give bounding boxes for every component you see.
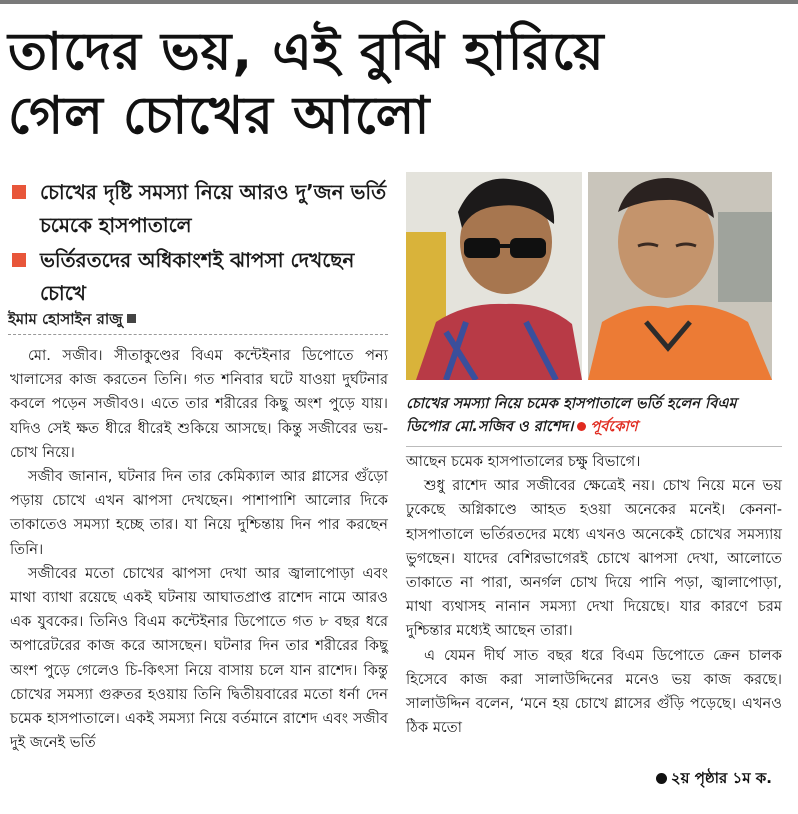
ink-dot-icon bbox=[656, 773, 667, 784]
photo-credit: পূর্বকোণ bbox=[590, 418, 638, 435]
byline-square-icon bbox=[127, 314, 136, 323]
paragraph: শুধু রাশেদ আর সজীবের ক্ষেত্রেই নয়। চোখ নিয়ে মনে ভয় ঢুকেছে অগ্নিকাণ্ডে আহত হওয়া অনেকের মনেই। কেননা- হাসপাতালে ভর্তিরতদের মধ্যে এখনও অনেকেই চোখের সমস্যায় ভুগছেন। যাদের বেশিরভাগেরই চোখে ঝাপসা দেখা, আলোতে তাকাতে না পারা, অনর্গল চোখ দিয়ে পানি পড়া, জ্বালাপোড়া, মাথা ব্যথাসহ নানান সমস্যা দেখা দিয়েছে। যার কারণে চরম দুশ্চিন্তার মধ্যেই আছেন তারা। bbox=[406, 477, 782, 640]
headline-line-2: গেল চোখের আলো bbox=[8, 86, 431, 146]
photo-rashed-image bbox=[588, 172, 772, 380]
bullet-square-icon bbox=[12, 253, 26, 267]
highlight-text: চোখের দৃষ্টি সমস্যা নিয়ে আরও দু’জন ভর্তি চমেকে হাসপাতালে bbox=[40, 180, 387, 237]
paragraph: সজীবের মতো চোখের ঝাপসা দেখা আর জ্বালাপোড়া এবং মাথা ব্যাথা রয়েছে একই ঘটনায় আঘাতপ্রাপ্ত রাশেদ নামে আরও এক যুবকের। তিনিও বিএম কন্টেইনার ডিপোতে গত ৮ বছর ধরে অপারেটরের কাজ করে আসছেন। ঘটনার দিন তার শরীরের কিছু অংশ পুড়ে গেলেও চি-কিৎসা নিয়ে বাসায় চলে যান রাশেদ। কিন্তু চোখের সমস্যা গুরুতর হওয়ায় তিনি দ্বিতীয়বারের মতো ধর্না দেন চমেক হাসপাতালে। একই সমস্যা নিয়ে বর্তমানে রাশেদ এবং সজীব দুই জনেই ভর্তি bbox=[10, 564, 388, 752]
highlight-item bbox=[8, 244, 388, 310]
bullet-square-icon bbox=[12, 185, 26, 199]
continuation-note bbox=[656, 767, 772, 792]
caption-divider bbox=[406, 446, 782, 447]
highlight-item bbox=[8, 176, 388, 242]
highlight-text: ভর্তিরতদের অধিকাংশই ঝাপসা দেখছেন চোখে bbox=[40, 248, 355, 305]
headline bbox=[8, 20, 788, 148]
paragraph: আছেন চমেক হাসপাতালের চক্ষু বিভাগে। bbox=[406, 453, 641, 470]
author-name: ইমাম হোসাইন রাজু bbox=[8, 310, 123, 328]
photo-rashed bbox=[588, 172, 772, 380]
credit-dot-icon bbox=[577, 422, 586, 431]
byline-divider bbox=[8, 334, 388, 335]
article-column-2 bbox=[406, 450, 782, 740]
caption-text: চোখের সমস্যা নিয়ে চমেক হাসপাতালে ভর্তি হলেন বিএম ডিপোর মো.সজিব ও রাশেদ। bbox=[406, 395, 737, 435]
top-rule bbox=[0, 0, 798, 4]
continuation-text: ২য় পৃষ্ঠার ১ম ক. bbox=[670, 769, 772, 787]
paragraph: এ যেমন দীর্ঘ সাত বছর ধরে বিএম ডিপোতে ক্রেন চালক হিসেবে কাজ করা সালাউদ্দিনের মনেও ভয় কাজ করছে। সালাউদ্দিন বলেন, ‘মনে হয় চোখে গ্লাসের গুঁড়ি পড়েছে। এখনও ঠিক মতো bbox=[406, 646, 782, 737]
paragraph: মো. সজীব। সীতাকুণ্ডের বিএম কন্টেইনার ডিপোতে পন্য খালাসের কাজ করতেন তিনি। গত শনিবার ঘটে যাওয়া দুর্ঘটনার কবলে পড়েন সজীবও। এতে তার শরীরের কিছু অংশ পুড়ে যায়। যদিও সেই ক্ষত ধীরে ধীরেই শুকিয়ে আসছে। কিন্তু সজীবের ভয়-চোখ নিয়ে। bbox=[10, 347, 388, 461]
photo-sajib-image bbox=[406, 172, 582, 380]
highlights bbox=[8, 176, 388, 312]
photo-sajib bbox=[406, 172, 582, 380]
paragraph: সজীব জানান, ঘটনার দিন তার কেমিক্যাল আর গ্লাসের গুঁড়ো পড়ায় চোখে এখন ঝাপসা দেখছেন। পাশাপাশি আলোর দিকে তাকাতেও সমস্যা হচ্ছে তার। যা নিয়ে দুশ্চিন্তায় দিন পার করছেন তিনি। bbox=[10, 468, 388, 558]
photo-caption bbox=[406, 392, 782, 438]
article-column-1 bbox=[10, 344, 388, 755]
byline bbox=[8, 308, 136, 333]
headline-line-1: তাদের ভয়, এই বুঝি হারিয়ে bbox=[8, 22, 605, 82]
